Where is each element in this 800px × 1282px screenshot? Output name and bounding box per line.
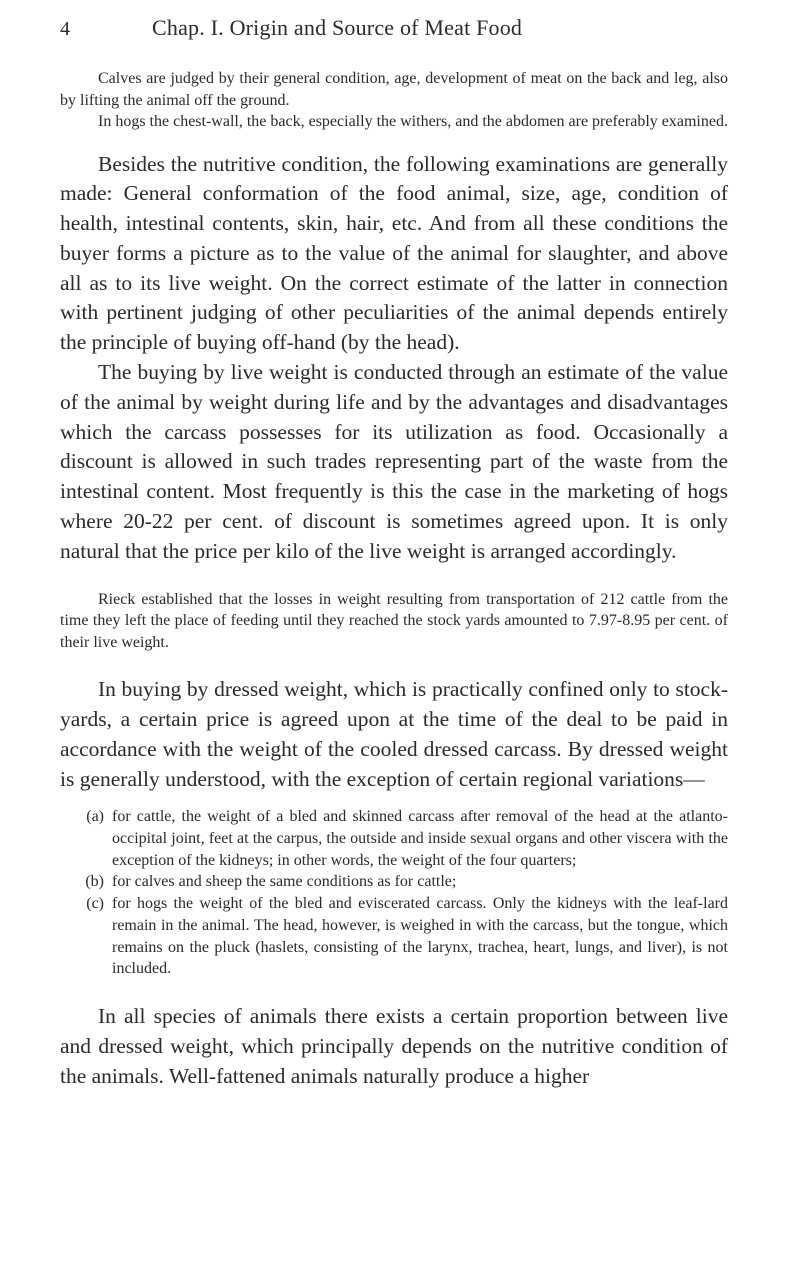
paragraph-live-weight: The buying by live weight is conducted through an estimate of the value of the animal by weight during life and by the advantages and disadvantages which the carcass possesses for its utilization as food. Occasionally a discount is allowed in such trades representing part of the waste from the intestinal content. Most frequently is this the case in the marketing of hogs where 20-22 per cent. of discount is sometimes agreed upon. It is only natural that the price per kilo of the live weight is arranged accordingly.	[60, 360, 728, 563]
list-item-text: for calves and sheep the same conditions as for cattle;	[112, 873, 457, 891]
list-item-text: for cattle, the weight of a bled and skinned carcass after removal of the head at the atlanto-occipital joint, feet at the carpus, the outside and inside sexual organs and other viscera with the exception of the kidneys; in other words, the weight of the four quarters;	[112, 808, 728, 869]
paragraph-dressed-weight: In buying by dressed weight, which is practically confined only to stock-yards, a certain price is agreed upon at the time of the deal to be paid in accordance with the weight of the cooled dressed carcass. By dressed weight is generally understood, with the exception of certain regional variations—	[60, 677, 728, 791]
running-head: Chap. I. Origin and Source of Meat Food	[152, 15, 523, 40]
list-item	[60, 871, 728, 893]
list-item-label: (c)	[86, 895, 104, 913]
list-item-label: (b)	[85, 873, 104, 891]
page-body	[60, 68, 728, 1091]
paragraph-examinations: Besides the nutritive condition, the following examinations are generally made: General conformation of the food animal, size, age, condition of health, intestinal contents, skin, hair, etc. And from all these conditions the buyer forms a picture as to the value of the animal for slaughter, and above all as to its live weight. On the correct estimate of the latter in connection with pertinent judging of other peculiarities of the animal depends entirely the principle of buying off-hand (by the head).	[60, 151, 728, 355]
paragraph-rieck: Rieck established that the losses in weight resulting from transportation of 212 cattle from the time they left the place of feeding until they reached the stock yards amounted to 7.97-8.95 per cent. of their live weight.	[60, 590, 728, 651]
list-item	[60, 806, 728, 871]
list-item	[60, 893, 728, 980]
paragraph-calves: Calves are judged by their general condition, age, development of meat on the back and leg, also by lifting the animal off the ground.	[60, 70, 728, 109]
paragraph-hogs: In hogs the chest-wall, the back, especially the withers, and the abdomen are preferably examined.	[98, 113, 728, 130]
regional-variations-list	[60, 806, 728, 980]
list-item-label: (a)	[86, 808, 104, 826]
page-number: 4	[60, 18, 70, 40]
paragraph-proportion: In all species of animals there exists a certain proportion between live and dressed weight, which principally depends on the nutritive condition of the animals. Well-fattened animals naturally produce a higher	[60, 1003, 728, 1088]
list-item-text: for hogs the weight of the bled and eviscerated carcass. Only the kidneys with the leaf-lard remain in the animal. The head, however, is weighed in with the carcass, but the tongue, which remains on the pluck (haslets, consisting of the larynx, trachea, heart, lungs, and liver), is not included.	[112, 895, 728, 978]
